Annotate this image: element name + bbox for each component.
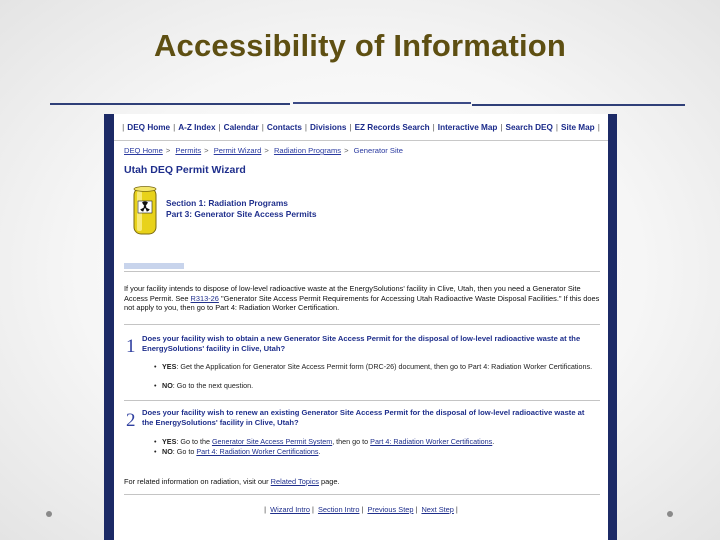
- nav-divisions[interactable]: Divisions: [310, 122, 347, 132]
- breadcrumb-permits[interactable]: Permits: [175, 146, 202, 155]
- title-divider-right: [472, 104, 685, 106]
- nav-interactive-map[interactable]: Interactive Map: [437, 122, 498, 132]
- answer-no: • NO: Go to Part 4: Radiation Worker Certifications.: [154, 447, 321, 456]
- wizard-intro-link[interactable]: Wizard Intro: [270, 505, 310, 514]
- section-line-2: Part 3: Generator Site Access Permits: [166, 208, 317, 219]
- breadcrumb-permit-wizard[interactable]: Permit Wizard: [213, 146, 262, 155]
- r313-26-link[interactable]: R313-26: [190, 293, 219, 303]
- wizard-navigation: | Wizard Intro | Section Intro | Previous Step | Next Step |: [264, 505, 458, 514]
- title-divider-mid: [293, 102, 471, 104]
- radiation-barrel-icon: [132, 186, 158, 236]
- divider: [124, 494, 600, 495]
- previous-step-link[interactable]: Previous Step: [367, 505, 414, 514]
- related-info: For related information on radiation, visit our Related Topics page.: [124, 477, 340, 486]
- section-intro-link[interactable]: Section Intro: [317, 505, 360, 514]
- nav-deq-home[interactable]: DEQ Home: [127, 122, 171, 132]
- question-text: Does your facility wish to renew an existing Generator Site Access Permit for the disposal of low-level radioactive waste at the EnergySolutions' facility in Clive, Utah?: [142, 408, 585, 427]
- radiation-worker-certifications-link[interactable]: Part 4: Radiation Worker Certifications: [370, 437, 493, 446]
- breadcrumb-generator-site: Generator Site: [353, 146, 404, 155]
- breadcrumb: DEQ Home > Permits > Permit Wizard > Radiation Programs > Generator Site: [124, 146, 404, 155]
- section-line-1: Section 1: Radiation Programs: [166, 198, 288, 208]
- nav-calendar[interactable]: Calendar: [223, 122, 259, 132]
- browser-screenshot-frame: [104, 114, 617, 540]
- nav-contacts[interactable]: Contacts: [266, 122, 302, 132]
- slide-dot-left: [46, 511, 52, 517]
- divider: [124, 324, 600, 325]
- nav-ez-records-search[interactable]: EZ Records Search: [354, 122, 430, 132]
- intro-paragraph: If your facility intends to dispose of low-level radioactive waste at the EnergySolutions' facility in Clive, Utah, then you need a Generator Site Access Permit. See R313-26 "Generator Site Access Permit Requirements for Accessing Utah Radioactive Waste Disposal Facilities." If this does not apply to you, then go to Part 4: Radiation Worker Certification.: [124, 284, 600, 312]
- generator-site-access-permit-system-link[interactable]: Generator Site Access Permit System: [211, 437, 333, 446]
- answer-no: • NO: Go to the next question.: [154, 381, 254, 390]
- next-step-link[interactable]: Next Step: [421, 505, 454, 514]
- answer-yes: • YES: Get the Application for Generator Site Access Permit form (DRC-26) document, then go to Part 4: Radiation Worker Certifications.: [154, 362, 593, 371]
- related-topics-link[interactable]: Related Topics: [270, 477, 319, 486]
- title-divider-left: [50, 103, 290, 105]
- question-text: Does your facility wish to obtain a new Generator Site Access Permit for the disposal of low-level radioactive waste at the EnergySolutions' facility in Clive, Utah?: [142, 334, 581, 353]
- question-number: 1: [126, 336, 136, 357]
- page-title: Utah DEQ Permit Wizard: [124, 164, 246, 176]
- breadcrumb-deq-home[interactable]: DEQ Home: [124, 146, 163, 155]
- slide-title: Accessibility of Information: [153, 28, 567, 63]
- answer-yes: • YES: Go to the Generator Site Access Permit System, then go to Part 4: Radiation Worker Certifications.: [154, 437, 495, 446]
- breadcrumb-radiation-programs[interactable]: Radiation Programs: [273, 146, 342, 155]
- top-navigation: | DEQ Home | A-Z Index | Calendar | Contacts | Divisions | EZ Records Search | Interactive Map | Search DEQ | Site Map |: [114, 114, 608, 141]
- nav-site-map[interactable]: Site Map: [561, 122, 595, 132]
- radiation-worker-certifications-link[interactable]: Part 4: Radiation Worker Certifications: [196, 447, 319, 456]
- section-header: [114, 176, 608, 244]
- nav-a-z-index[interactable]: A-Z Index: [178, 122, 216, 132]
- wizard-progress-tab: [124, 263, 184, 269]
- slide-dot-right: [667, 511, 673, 517]
- question-number: 2: [126, 410, 136, 431]
- divider: [124, 271, 600, 272]
- nav-search-deq[interactable]: Search DEQ: [505, 122, 553, 132]
- divider: [124, 400, 600, 401]
- web-page: [114, 114, 608, 540]
- section-heading: [166, 198, 317, 219]
